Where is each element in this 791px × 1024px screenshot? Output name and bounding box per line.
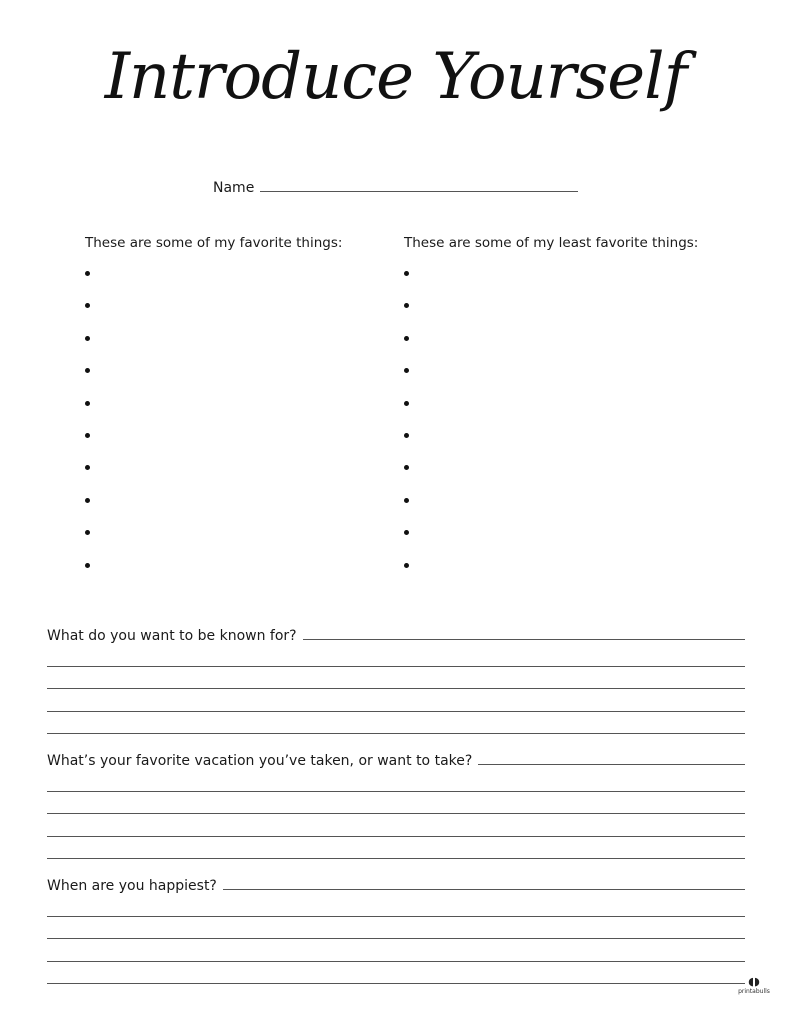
answer-line[interactable] xyxy=(303,639,745,640)
answer-line[interactable] xyxy=(47,711,745,712)
bullet-item[interactable] xyxy=(404,488,734,520)
bullet-item[interactable] xyxy=(85,455,385,487)
bullet-item[interactable] xyxy=(404,553,734,585)
answer-line[interactable] xyxy=(47,813,745,814)
answer-line[interactable] xyxy=(47,961,745,962)
answer-line[interactable] xyxy=(47,858,745,859)
bullet-item[interactable] xyxy=(404,358,734,390)
question-label: What do you want to be known for? xyxy=(47,628,297,644)
bullet-item[interactable] xyxy=(404,293,734,325)
favorite-things-list xyxy=(85,261,385,585)
bullet-item[interactable] xyxy=(85,553,385,585)
bullet-item[interactable] xyxy=(85,520,385,552)
bullet-item[interactable] xyxy=(85,423,385,455)
bullet-item[interactable] xyxy=(85,293,385,325)
favorite-things-section xyxy=(85,235,385,585)
answer-line[interactable] xyxy=(478,764,745,765)
answer-line[interactable] xyxy=(47,688,745,689)
answer-line[interactable] xyxy=(47,836,745,837)
bullet-item[interactable] xyxy=(404,391,734,423)
answer-line[interactable] xyxy=(47,916,745,917)
bullet-item[interactable] xyxy=(404,520,734,552)
least-favorite-things-heading: These are some of my least favorite things: xyxy=(404,235,699,251)
bullet-item[interactable] xyxy=(85,261,385,293)
bullet-item[interactable] xyxy=(85,391,385,423)
logo-wordmark: printabulls xyxy=(738,988,770,995)
answer-line[interactable] xyxy=(223,889,745,890)
name-field[interactable] xyxy=(213,176,578,196)
question-known-for xyxy=(47,624,745,734)
answer-line[interactable] xyxy=(47,666,745,667)
answer-line[interactable] xyxy=(47,983,745,984)
question-happiest xyxy=(47,874,745,984)
answer-line[interactable] xyxy=(47,791,745,792)
bull-head-icon: ◖◗ xyxy=(748,975,760,988)
answer-lines xyxy=(47,791,745,860)
answer-line[interactable] xyxy=(47,733,745,734)
bullet-item[interactable] xyxy=(404,326,734,358)
answer-line[interactable] xyxy=(47,938,745,939)
question-label: What’s your favorite vacation you’ve taken, or want to take? xyxy=(47,753,473,769)
page-title: Introduce Yourself xyxy=(104,40,687,114)
bullet-item[interactable] xyxy=(404,261,734,293)
bullet-item[interactable] xyxy=(404,455,734,487)
answer-lines xyxy=(47,666,745,735)
least-favorite-things-list xyxy=(404,261,734,585)
printabulls-logo xyxy=(734,976,774,1000)
favorite-things-heading: These are some of my favorite things: xyxy=(85,235,343,251)
least-favorite-things-section xyxy=(404,235,734,585)
question-favorite-vacation xyxy=(47,749,745,859)
name-label: Name xyxy=(213,180,255,196)
bullet-item[interactable] xyxy=(85,488,385,520)
answer-lines xyxy=(47,916,745,985)
bullet-item[interactable] xyxy=(404,423,734,455)
bullet-item[interactable] xyxy=(85,326,385,358)
name-write-line[interactable] xyxy=(260,191,578,192)
question-label: When are you happiest? xyxy=(47,878,217,894)
bullet-item[interactable] xyxy=(85,358,385,390)
